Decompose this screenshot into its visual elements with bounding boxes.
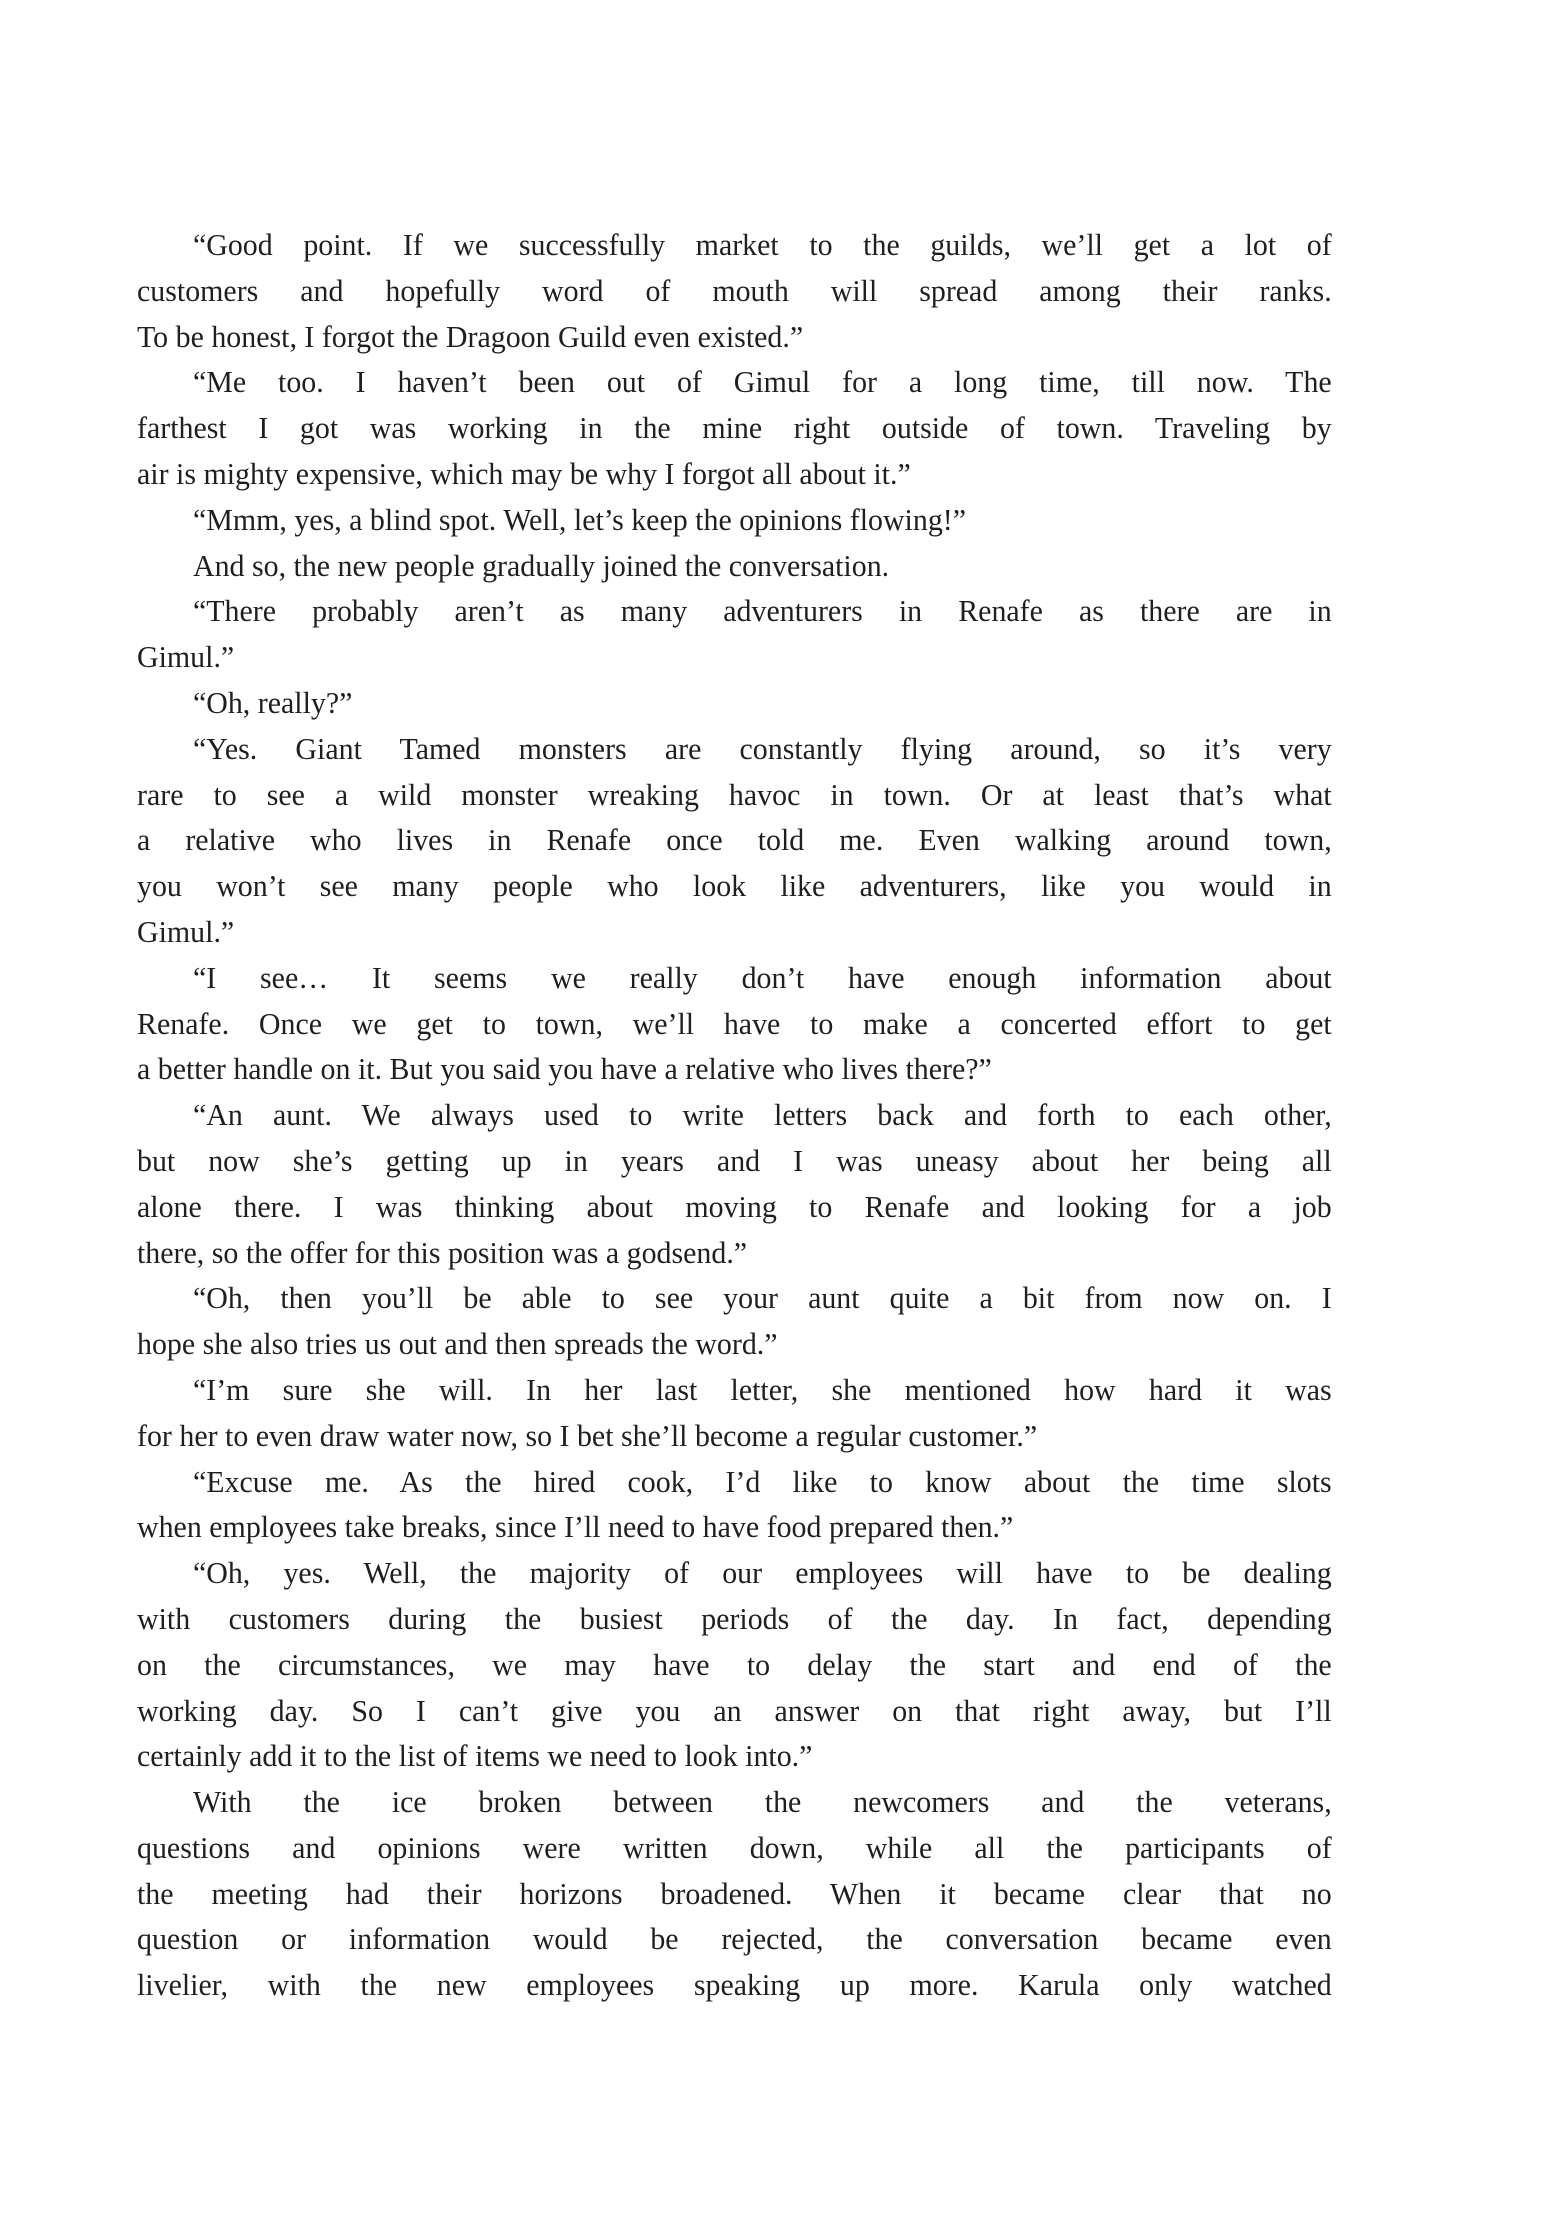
text-line: you won’t see many people who look like adventurers, like you would in [137, 868, 1332, 904]
text-line: “I see… It seems we really don’t have enough information about [192, 959, 1332, 995]
text-line: question or information would be rejected, the conversation became even [137, 1921, 1332, 1957]
text-line: for her to even draw water now, so I bet she’ll become a regular customer.” [137, 1417, 1038, 1453]
text-line: working day. So I can’t give you an answer on that right away, but I’ll [137, 1692, 1332, 1728]
text-line: when employees take breaks, since I’ll need to have food prepared then.” [137, 1509, 1014, 1545]
text-line: To be honest, I forgot the Dragoon Guild even existed.” [137, 318, 804, 354]
paragraph [137, 1459, 1332, 1551]
text-line: a relative who lives in Renafe once told me. Even walking around town, [137, 822, 1332, 858]
paragraph [137, 955, 1332, 1092]
book-page [137, 222, 1332, 2008]
text-line: livelier, with the new employees speaking up more. Karula only watched [137, 1967, 1332, 2003]
text-line: air is mighty expensive, which may be why I forgot all about it.” [137, 455, 911, 491]
text-line: Renafe. Once we get to town, we’ll have to make a concerted effort to get [137, 1005, 1332, 1041]
paragraph [137, 1275, 1332, 1367]
text-line: “Oh, yes. Well, the majority of our employees will have to be dealing [192, 1555, 1332, 1591]
text-line: hope she also tries us out and then spreads the word.” [137, 1326, 778, 1362]
text-line: certainly add it to the list of items we need to look into.” [137, 1738, 813, 1774]
text-line: rare to see a wild monster wreaking havoc in town. Or at least that’s what [137, 776, 1332, 812]
paragraph [137, 1367, 1332, 1459]
text-line: alone there. I was thinking about moving to Renafe and looking for a job [137, 1188, 1332, 1224]
text-line: “Excuse me. As the hired cook, I’d like to know about the time slots [192, 1463, 1332, 1499]
paragraph [137, 1779, 1332, 2008]
text-line: Gimul.” [137, 913, 235, 949]
paragraph [137, 1092, 1332, 1275]
paragraph [137, 1550, 1332, 1779]
paragraph [137, 680, 1332, 726]
text-line: “Oh, then you’ll be able to see your aunt quite a bit from now on. I [192, 1280, 1332, 1316]
text-line: questions and opinions were written down, while all the participants of [137, 1829, 1332, 1865]
text-line: there, so the offer for this position was a godsend.” [137, 1234, 748, 1270]
text-line: “Yes. Giant Tamed monsters are constantly flying around, so it’s very [192, 730, 1332, 766]
text-line: farthest I got was working in the mine right outside of town. Traveling by [137, 410, 1332, 446]
text-line: “Good point. If we successfully market to the guilds, we’ll get a lot of [192, 227, 1332, 262]
paragraph [137, 497, 1332, 543]
text-line: “Me too. I haven’t been out of Gimul for a long time, till now. The [192, 364, 1332, 400]
paragraph [137, 359, 1332, 496]
paragraph [137, 543, 1332, 589]
text-line: with customers during the busiest periods of the day. In fact, depending [137, 1600, 1332, 1636]
text-line: “Oh, really?” [192, 684, 353, 720]
paragraph [137, 588, 1332, 680]
text-line: With the ice broken between the newcomers and the veterans, [192, 1784, 1332, 1820]
text-line: And so, the new people gradually joined the conversation. [192, 547, 890, 583]
text-line: “Mmm, yes, a blind spot. Well, let’s keep the opinions flowing!” [192, 501, 967, 537]
text-line: “I’m sure she will. In her last letter, she mentioned how hard it was [192, 1371, 1332, 1407]
text-line: but now she’s getting up in years and I was uneasy about her being all [137, 1142, 1332, 1178]
text-line: “There probably aren’t as many adventurers in Renafe as there are in [192, 593, 1332, 629]
paragraph [137, 726, 1332, 955]
text-line: a better handle on it. But you said you have a relative who lives there?” [137, 1051, 992, 1087]
paragraph [137, 222, 1332, 359]
text-line: on the circumstances, we may have to delay the start and end of the [137, 1646, 1332, 1682]
text-line: Gimul.” [137, 639, 235, 675]
text-line: customers and hopefully word of mouth will spread among their ranks. [137, 272, 1332, 308]
text-line: “An aunt. We always used to write letters back and forth to each other, [192, 1097, 1332, 1133]
text-line: the meeting had their horizons broadened. When it became clear that no [137, 1875, 1332, 1911]
